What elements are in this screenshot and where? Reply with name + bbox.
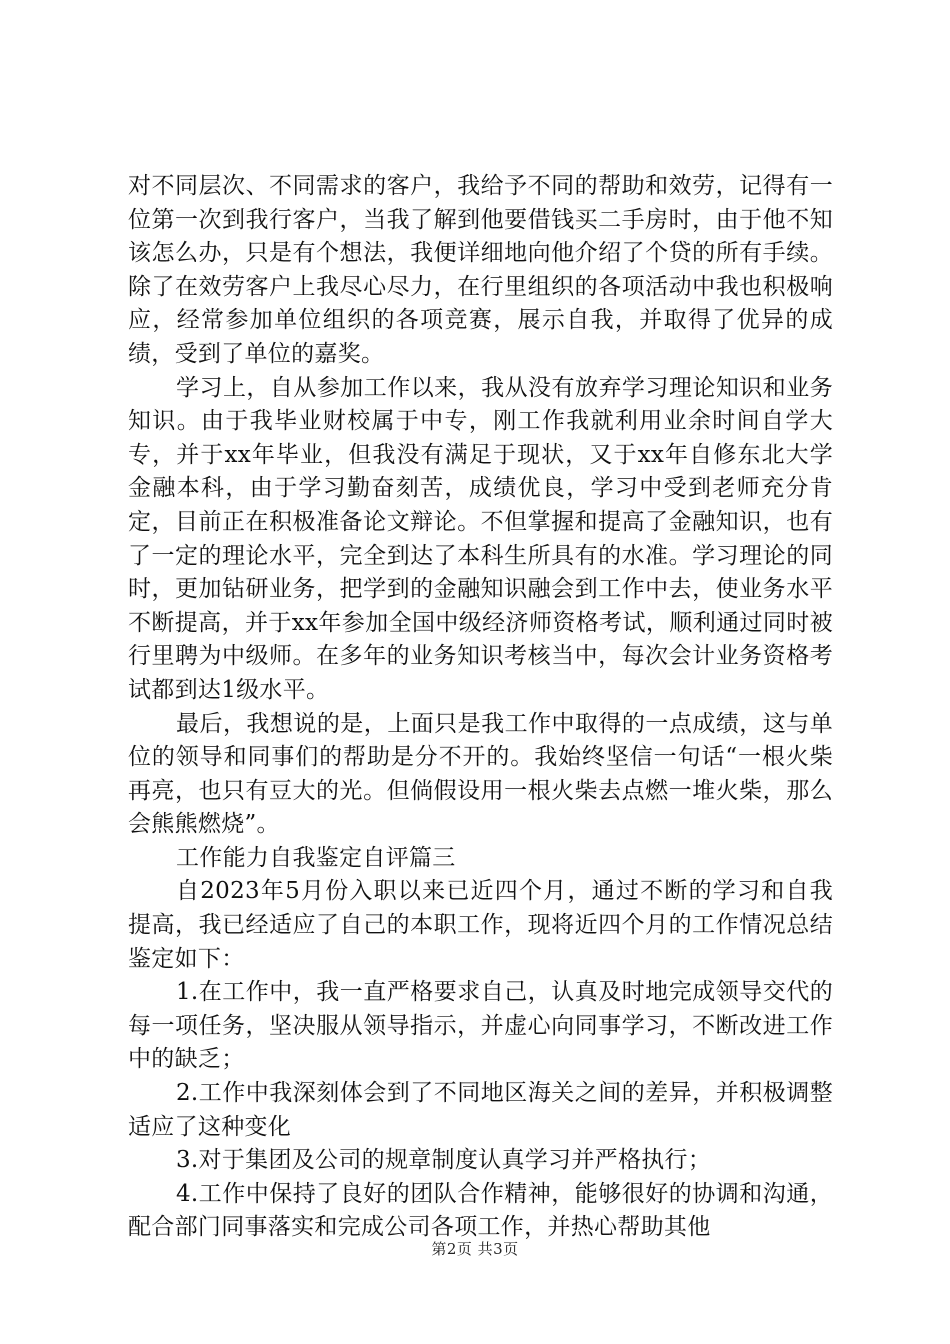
paragraph-conclusion: 最后，我想说的是，上面只是我工作中取得的一点成绩，这与单位的领导和同事们的帮助是分不开的。我始终坚信一句话“一根火柴再亮，也只有豆大的光。但倘假设用一根火柴去点燃一堆火柴，那么会熊熊燃烧”。 — [128, 710, 833, 838]
page-footer: 第2页 共3页 — [431, 1240, 519, 1258]
document-body — [128, 170, 833, 1245]
list-item-4: 4.工作中保持了良好的团队合作精神，能够很好的协调和沟通，配合部门同事落实和完成公司各项工作，并热心帮助其他 — [128, 1180, 833, 1241]
paragraph-customer-service: 对不同层次、不同需求的客户，我给予不同的帮助和效劳，记得有一位第一次到我行客户，当我了解到他要借钱买二手房时，由于他不知该怎么办，只是有个想法，我便详细地向他介绍了个贷的所有手续。除了在效劳客户上我尽心尽力，在行里组织的各项活动中我也积极响应，经常参加单位组织的各项竞赛，展示自我，并取得了优异的成绩，受到了单位的嘉奖。 — [128, 173, 833, 367]
list-item-2: 2.工作中我深刻体会到了不同地区海关之间的差异，并积极调整适应了这种变化 — [128, 1080, 833, 1140]
paragraph-intro: 自2023年5月份入职以来已近四个月，通过不断的学习和自我提高，我已经适应了自己的本职工作，现将近四个月的工作情况总结鉴定如下： — [128, 878, 833, 972]
paragraph-study: 学习上，自从参加工作以来，我从没有放弃学习理论知识和业务知识。由于我毕业财校属于中专，刚工作我就利用业余时间自学大专，并于xx年毕业，但我没有满足于现状，又于xx年自修东北大学金融本科，由于学习勤奋刻苦，成绩优良，学习中受到老师充分肯定，目前正在积极准备论文辩论。不但掌握和提高了金融知识，也有了一定的理论水平，完全到达了本科生所具有的水准。学习理论的同时，更加钻研业务，把学到的金融知识融会到工作中去，使业务水平不断提高，并于xx年参加全国中级经济师资格考试，顺利通过同时被行里聘为中级师。在多年的业务知识考核当中，每次会计业务资格考试都到达1级水平。 — [128, 374, 833, 703]
section-heading: 工作能力自我鉴定自评篇三 — [176, 844, 456, 871]
list-item-3: 3.对于集团及公司的规章制度认真学习并严格执行； — [176, 1147, 712, 1174]
list-item-1: 1.在工作中，我一直严格要求自己，认真及时地完成领导交代的每一项任务，坚决服从领导指示，并虚心向同事学习，不断改进工作中的缺乏； — [128, 979, 833, 1073]
